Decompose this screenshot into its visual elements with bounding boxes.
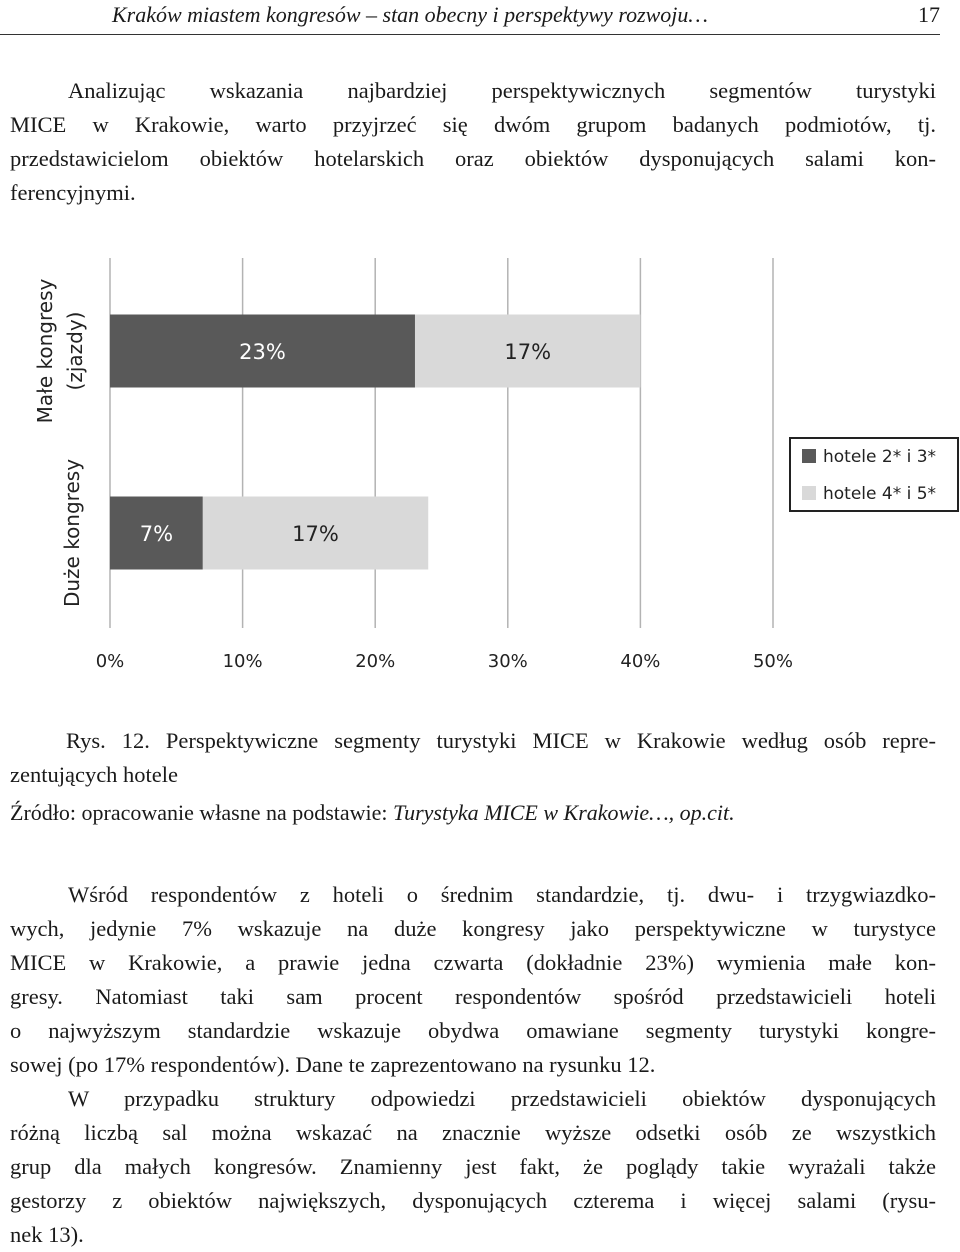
intro-paragraph — [10, 74, 936, 210]
text-line: sowej (po 17% respondentów). Dane te zaprezentowano na rysunku 12. — [10, 1052, 656, 1077]
text-line: Wśród respondentów z hoteli o średnim standardzie, tj. dwu- i trzygwiazdko- — [68, 882, 936, 907]
page-number: 17 — [918, 2, 940, 27]
x-tick-label: 50% — [752, 651, 794, 672]
category-label-line: Duże kongresy — [60, 458, 84, 608]
x-tick-label: 20% — [355, 651, 396, 672]
category-label-line: (zjazdy) — [63, 311, 87, 391]
legend-swatch — [802, 486, 816, 500]
caption-line: zentujących hotele — [10, 762, 179, 787]
text-line: różną liczbą sal można wskazać na znacznie wyższe odsetki osób ze wszystkich — [10, 1120, 936, 1145]
data-label: 7% — [139, 522, 174, 546]
legend-swatch — [802, 449, 816, 463]
legend-label: hotele 4* i 5* — [823, 484, 937, 504]
x-tick-label: 0% — [95, 651, 125, 672]
text-line: ferencyjnymi. — [10, 180, 136, 205]
text-line: MICE w Krakowie, warto przyjrzeć się dwóm grupom badanych podmiotów, tj. — [10, 112, 936, 137]
data-label: 23% — [239, 340, 286, 364]
running-title: Kraków miastem kongresów – stan obecny i perspektywy rozwoju… — [112, 2, 708, 27]
running-header — [0, 0, 940, 35]
text-line: W przypadku struktury odpowiedzi przedstawicieli obiektów dysponujących — [68, 1086, 936, 1111]
text-line: gestorzy z obiektów największych, dysponujących czterema i więcej salami (rysu- — [10, 1188, 936, 1213]
x-tick-label: 30% — [487, 651, 528, 672]
text-line: o najwyższym standardzie wskazuje obydwa omawiane segmenty turystyki kongre- — [10, 1018, 936, 1043]
figure-source — [10, 796, 735, 830]
text-line: Analizując wskazania najbardziej perspektywicznych segmentów turystyki — [68, 78, 936, 103]
text-line: gresy. Natomiast taki sam procent respondentów spośród przedstawicieli hoteli — [10, 984, 936, 1009]
figure-caption — [10, 724, 936, 792]
caption-line: Rys. 12. Perspektywiczne segmenty turystyki MICE w Krakowie według osób repre- — [66, 728, 936, 753]
text-line: grup dla małych kongresów. Znamienny jest fakt, że poglądy takie wyrażali także — [10, 1154, 936, 1179]
stacked-bar-chart — [0, 250, 960, 680]
text-line: MICE w Krakowie, a prawie jedna czwarta (dokładnie 23%) wymienia małe kon- — [10, 950, 936, 975]
legend-label: hotele 2* i 3* — [823, 447, 937, 467]
x-tick-label: 10% — [222, 651, 263, 672]
x-tick-label: 40% — [620, 651, 661, 672]
source-title: Turystyka MICE w Krakowie… — [393, 800, 669, 825]
body-paragraph — [10, 878, 936, 1252]
source-suffix: , op.cit. — [668, 800, 735, 825]
category-label — [33, 279, 87, 424]
category-label — [60, 459, 84, 607]
data-label: 17% — [504, 340, 552, 364]
source-prefix: Źródło: opracowanie własne na podstawie: — [10, 800, 394, 825]
text-line: wych, jedynie 7% wskazuje na duże kongresy jako perspektywiczne w turystyce — [10, 916, 936, 941]
category-label-line: Małe kongresy — [33, 278, 57, 424]
data-label: 17% — [292, 522, 339, 546]
text-line: nek 13). — [10, 1222, 84, 1247]
text-line: przedstawicielom obiektów hotelarskich oraz obiektów dysponujących salami kon- — [10, 146, 936, 171]
